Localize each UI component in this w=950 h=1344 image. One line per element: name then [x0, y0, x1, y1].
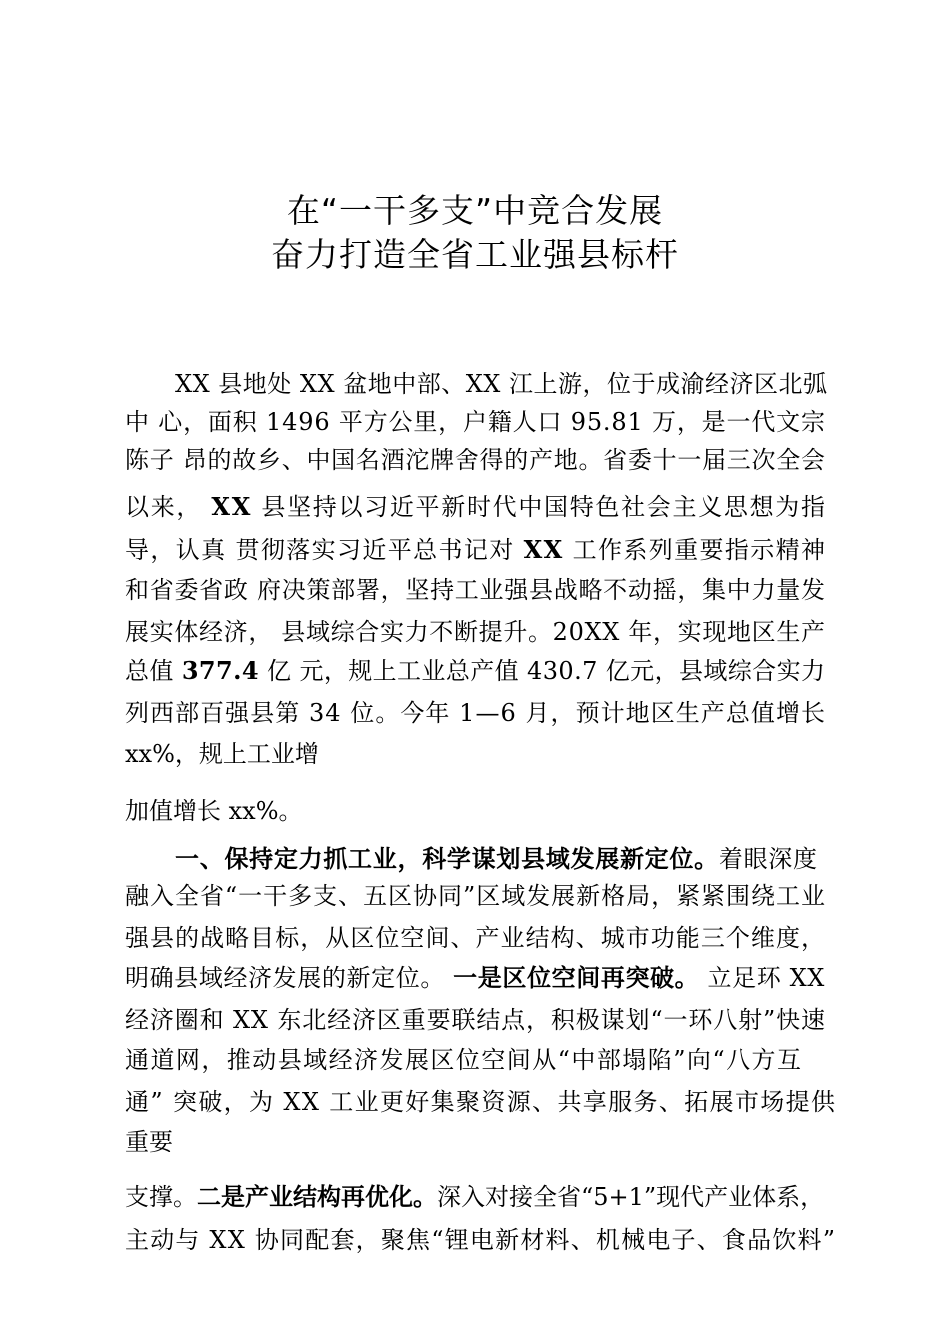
body-line-7: [125, 616, 826, 648]
text-segment: 377.4: [181, 656, 259, 685]
body-line-3: [125, 444, 826, 476]
text-segment: 中 心，面积 1496 平方公里，户籍人口 95.81 万，是一代文宗: [125, 408, 826, 436]
text-segment: 展实体经济， 县域综合实力不断提升。20XX 年，实现地区生产: [125, 618, 826, 646]
body-line-8: [125, 655, 825, 687]
body-line-12: [175, 843, 818, 875]
text-segment: 一是区位空间再突破。: [453, 963, 700, 992]
text-segment: 主动与 XX 协同配套，聚焦“锂电新材料、机械电子、食品饮料”: [125, 1226, 837, 1254]
body-line-16: [125, 1004, 826, 1036]
title-line-2: 奋力打造全省工业强县标杆: [271, 235, 679, 274]
body-line-9: [125, 697, 826, 729]
body-line-15: [125, 962, 825, 994]
text-segment: 和省委省政 府决策部署，坚持工业强县战略不动摇，集中力量发: [125, 576, 826, 604]
text-segment: XX: [523, 535, 564, 564]
text-segment: 深入对接全省“5+1”现代产业体系，: [437, 1183, 825, 1211]
body-line-17: [125, 1044, 802, 1076]
body-line-4: [125, 491, 827, 523]
body-line-1: [175, 368, 828, 400]
text-segment: 工作系列重要指示精神: [563, 536, 827, 564]
body-line-14: [125, 922, 826, 954]
text-segment: 列西部百强县第 34 位。今年 1—6 月，预计地区生产总值增长: [125, 699, 827, 727]
text-segment: xx%，规上工业增: [125, 740, 319, 768]
text-segment: 支撑。: [125, 1183, 197, 1211]
text-segment: 一、保持定力抓工业，科学谋划县域发展新定位。: [175, 844, 719, 873]
text-segment: 明确县域经济发展的新定位。: [125, 964, 454, 992]
text-segment: 总值: [125, 657, 182, 685]
text-segment: 融入全省“一干多支、五区协同”区域发展新格局，紧紧围绕工业: [125, 882, 826, 910]
text-segment: 加值增长 xx%。: [125, 797, 303, 825]
body-line-10: [125, 738, 319, 770]
text-segment: 导，认真 贯彻落实习近平总书记对: [125, 536, 524, 564]
body-line-6: [125, 574, 826, 606]
body-line-11: [125, 795, 303, 827]
text-segment: XX: [211, 492, 253, 521]
text-segment: 亿 元，规上工业总产值 430.7 亿元，县域综合实力: [258, 657, 826, 685]
text-segment: 以来，: [125, 493, 212, 521]
text-segment: 着眼深度: [718, 845, 818, 873]
body-line-18: [125, 1086, 836, 1118]
text-segment: 通” 突破，为 XX 工业更好集聚资源、共享服务、拓展市场提供: [125, 1088, 837, 1116]
body-line-13: [125, 880, 826, 912]
body-line-19: [125, 1126, 173, 1158]
text-segment: 经济圈和 XX 东北经济区重要联结点，积极谋划“一环八射”快速: [125, 1006, 826, 1034]
text-segment: 强县的战略目标，从区位空间、产业结构、城市功能三个维度，: [125, 924, 827, 952]
text-segment: 二是产业结构再优化。: [197, 1182, 437, 1211]
body-line-5: [125, 534, 826, 566]
text-segment: 陈子 昂的故乡、中国名酒沱牌舍得的产地。省委十一届三次全会: [125, 446, 826, 474]
title-line-1: 在“一干多支”中竞合发展: [286, 191, 664, 230]
text-segment: 通道网，推动县域经济发展区位空间从“中部塌陷”向“八方互: [125, 1046, 803, 1074]
text-segment: 重要: [125, 1128, 173, 1156]
text-segment: 县坚持以习近平新时代中国特色社会主义思想为指: [252, 493, 827, 521]
text-segment: 立足环 XX: [699, 964, 825, 992]
body-line-2: [125, 406, 826, 438]
body-line-20: [125, 1181, 824, 1213]
text-segment: XX 县地处 XX 盆地中部、XX 江上游，位于成渝经济区北弧: [175, 370, 828, 398]
body-line-21: [125, 1224, 836, 1256]
